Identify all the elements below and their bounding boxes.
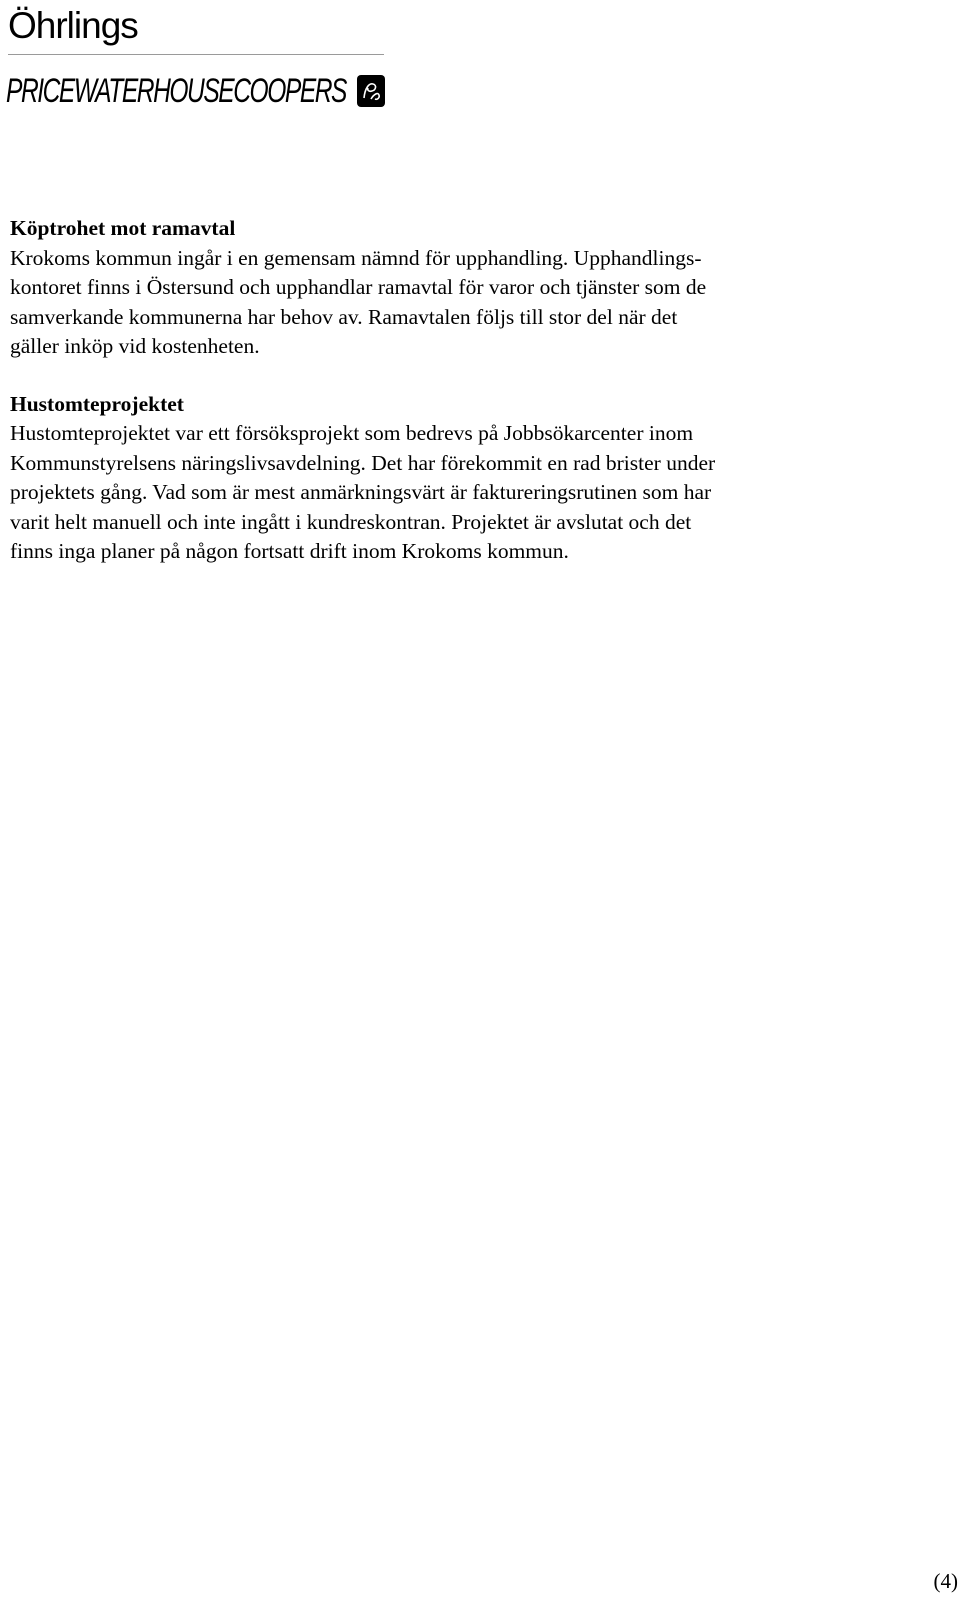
pricewaterhousecoopers-logo — [4, 66, 354, 116]
section-heading: Köptrohet mot ramavtal — [10, 216, 236, 240]
svg-text:PRICEWATERHOUSECOOPERS: PRICEWATERHOUSECOOPERS — [6, 72, 348, 110]
page-number: (4) — [933, 1569, 958, 1593]
section-paragraph — [10, 419, 950, 567]
brand-name: Öhrlings — [8, 5, 138, 46]
paragraph-line: varit helt manuell och inte ingått i kundreskontran. Projektet är avslutat och det — [10, 509, 692, 534]
section-paragraph — [10, 244, 950, 362]
paragraph-line: gäller inköp vid kostenheten. — [10, 334, 260, 358]
seal-icon — [356, 74, 386, 108]
paragraph-line: Hustomteprojektet var ett försöksprojekt som bedrevs på Jobbsökarcenter inom — [10, 421, 694, 445]
section-hustomteprojektet — [10, 390, 950, 567]
section-heading: Hustomteprojektet — [10, 391, 184, 416]
paragraph-line: Krokoms kommun ingår i en gemensam nämnd för upphandling. Upphandlings- — [10, 245, 702, 270]
header-divider — [8, 54, 384, 55]
paragraph-line: Kommunstyrelsens näringslivsavdelning. Det har förekommit en rad brister under — [10, 450, 716, 475]
paragraph-line: kontoret finns i Östersund och upphandlar ramavtal för varor och tjänster som de — [10, 275, 707, 299]
paragraph-line: projektets gång. Vad som är mest anmärkningsvärt är faktureringsrutinen som har — [10, 480, 712, 504]
section-koptrohet — [10, 214, 950, 362]
document-body — [10, 214, 950, 595]
paragraph-line: finns inga planer på någon fortsatt drift inom Krokoms kommun. — [10, 539, 569, 563]
paragraph-line: samverkande kommunerna har behov av. Ramavtalen följs till stor del när det — [10, 304, 678, 329]
